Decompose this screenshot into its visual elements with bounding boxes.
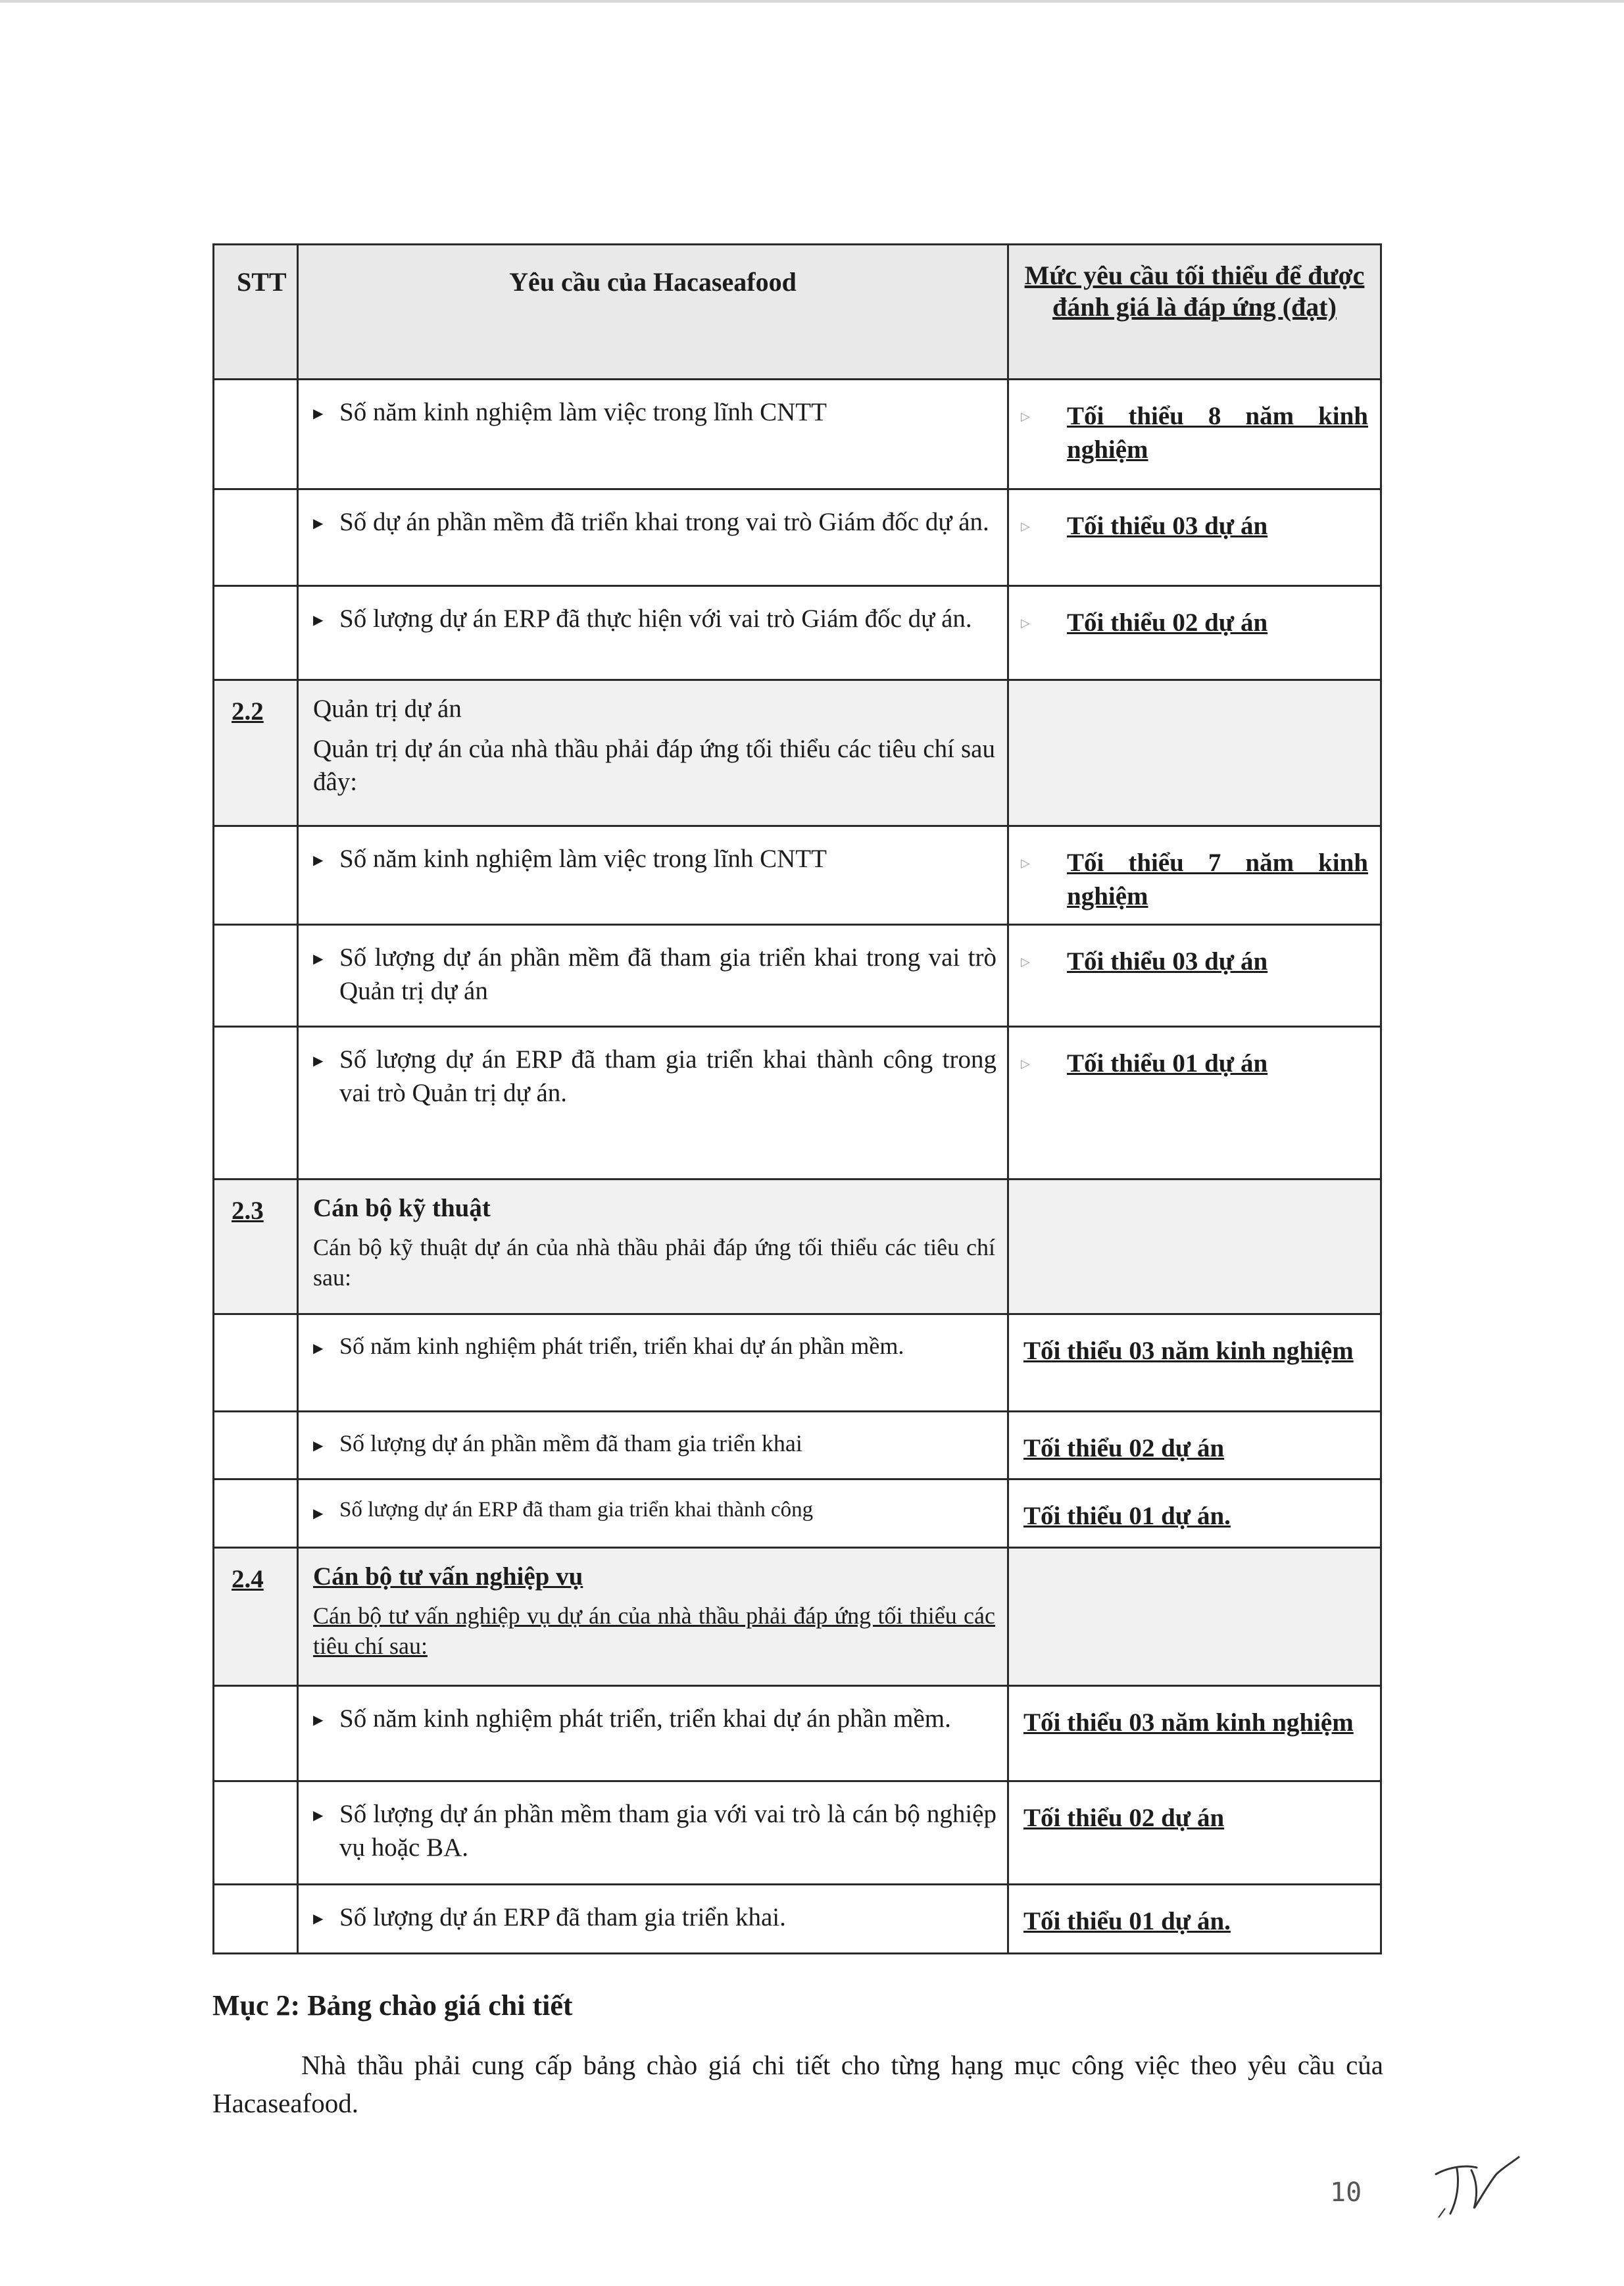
bullet-icon: ▶ xyxy=(313,1054,324,1068)
bullet-icon: ▶ xyxy=(313,1808,324,1823)
body-paragraph: Nhà thầu phải cung cấp bảng chào giá chi tiết cho từng hạng mục công việc theo yêu cầu của Hacaseafood. xyxy=(212,2050,1383,2119)
minimum-cell xyxy=(1008,1781,1381,1885)
section-title: Cán bộ kỹ thuật xyxy=(313,1194,491,1222)
minimum-value: Tối thiểu 03 dự án xyxy=(1067,512,1268,540)
requirement-text: Số dự án phần mềm đã triển khai trong vai trò Giám đốc dự án. xyxy=(339,508,989,536)
requirement-cell xyxy=(298,380,1008,489)
requirement-cell xyxy=(298,1885,1008,1954)
section-number-cell xyxy=(214,680,298,826)
stt-cell xyxy=(214,1479,298,1548)
table-row xyxy=(214,925,1381,1027)
small-triangle-icon: ▷ xyxy=(1021,520,1030,533)
header-requirement-cell xyxy=(298,245,1008,380)
minimum-value: Tối thiểu 03 năm kinh nghiệm xyxy=(1023,1337,1354,1365)
section-title-cell xyxy=(298,680,1008,826)
minimum-value: Tối thiểu 03 dự án xyxy=(1067,947,1268,976)
requirement-text: Số lượng dự án ERP đã tham gia triển khai. xyxy=(339,1903,786,1931)
section-number: 2.2 xyxy=(232,697,264,726)
small-triangle-icon: ▷ xyxy=(1021,410,1030,423)
table-row xyxy=(214,1314,1381,1412)
requirement-cell xyxy=(298,826,1008,925)
minimum-value: Tối thiểu 03 năm kinh nghiệm xyxy=(1023,1708,1354,1737)
requirement-cell xyxy=(298,925,1008,1027)
section-row-2-2 xyxy=(214,680,1381,826)
bullet-icon: ▶ xyxy=(313,407,324,421)
minimum-cell xyxy=(1008,489,1381,586)
requirement-text: Số năm kinh nghiệm làm việc trong lĩnh CNTT xyxy=(339,845,827,873)
section-row-2-4 xyxy=(214,1548,1381,1686)
requirement-text: Số lượng dự án phần mềm tham gia với vai trò là cán bộ nghiệp vụ hoặc BA. xyxy=(339,1800,997,1862)
minimum-value: Tối thiểu 7 năm kinh nghiệm xyxy=(1067,849,1368,910)
requirement-text: Số năm kinh nghiệm phát triển, triển khai dự án phần mềm. xyxy=(339,1333,904,1359)
requirement-cell xyxy=(298,1412,1008,1479)
minimum-cell xyxy=(1008,1885,1381,1954)
stt-cell xyxy=(214,1314,298,1412)
requirement-text: Số lượng dự án phần mềm đã tham gia triển khai trong vai trò Quản trị dự án xyxy=(339,943,997,1005)
page-number: 10 xyxy=(1330,2177,1362,2208)
section-title-cell xyxy=(298,1180,1008,1314)
section-description: Cán bộ tư vấn nghiệp vụ dự án của nhà thầu phải đáp ứng tối thiểu các tiêu chí sau: xyxy=(313,1602,995,1660)
stt-cell xyxy=(214,925,298,1027)
minimum-cell xyxy=(1008,1686,1381,1781)
header-stt: STT xyxy=(237,267,287,297)
scan-top-edge xyxy=(0,0,1624,3)
requirement-cell xyxy=(298,489,1008,586)
section-title-cell xyxy=(298,1548,1008,1686)
section-title: Cán bộ tư vấn nghiệp vụ xyxy=(313,1562,583,1591)
requirement-text: Số lượng dự án ERP đã tham gia triển khai thành công xyxy=(339,1498,814,1522)
section-number: 2.4 xyxy=(232,1565,264,1593)
section-row-2-3 xyxy=(214,1180,1381,1314)
stt-cell xyxy=(214,1885,298,1954)
header-requirement: Yêu cầu của Hacaseafood xyxy=(509,267,797,297)
stt-cell xyxy=(214,489,298,586)
table-row xyxy=(214,1885,1381,1954)
table-row xyxy=(214,1686,1381,1781)
small-triangle-icon: ▷ xyxy=(1021,616,1030,630)
table-row xyxy=(214,826,1381,925)
header-minimum: Mức yêu cầu tối thiểu để được đánh giá là đáp ứng (đạt) xyxy=(1024,261,1365,322)
requirement-text: Số năm kinh nghiệm làm việc trong lĩnh CNTT xyxy=(339,398,827,426)
small-triangle-icon: ▷ xyxy=(1021,1057,1030,1070)
table-row xyxy=(214,586,1381,680)
bullet-icon: ▶ xyxy=(313,1341,324,1356)
signature-icon xyxy=(1431,2148,1523,2220)
requirement-text: Số lượng dự án ERP đã tham gia triển khai thành công trong vai trò Quản trị dự án. xyxy=(339,1045,997,1107)
bullet-icon: ▶ xyxy=(313,1506,324,1521)
section-description: Quản trị dự án của nhà thầu phải đáp ứng tối thiểu các tiêu chí sau đây: xyxy=(313,734,995,797)
section-number-cell xyxy=(214,1548,298,1686)
section-title: Quản trị dự án xyxy=(313,695,462,723)
stt-cell xyxy=(214,1027,298,1180)
table-row xyxy=(214,489,1381,586)
requirements-table xyxy=(212,243,1382,1954)
minimum-value: Tối thiểu 01 dự án. xyxy=(1023,1907,1231,1935)
small-triangle-icon: ▷ xyxy=(1021,857,1030,870)
requirement-cell xyxy=(298,1314,1008,1412)
minimum-value: Tối thiểu 02 dự án xyxy=(1067,609,1268,637)
table-row xyxy=(214,1412,1381,1479)
minimum-cell xyxy=(1008,1412,1381,1479)
requirement-cell xyxy=(298,1686,1008,1781)
minimum-cell xyxy=(1008,1479,1381,1548)
bullet-icon: ▶ xyxy=(313,952,324,966)
section-heading: Mục 2: Bảng chào giá chi tiết xyxy=(212,1989,573,2022)
section-number: 2.3 xyxy=(232,1197,264,1225)
minimum-cell xyxy=(1008,1027,1381,1180)
requirement-cell xyxy=(298,1781,1008,1885)
minimum-value: Tối thiểu 01 dự án xyxy=(1067,1049,1268,1078)
bullet-icon: ▶ xyxy=(313,516,324,531)
requirement-cell xyxy=(298,1027,1008,1180)
bullet-icon: ▶ xyxy=(313,853,324,868)
table-header-row xyxy=(214,245,1381,380)
requirement-text: Số lượng dự án phần mềm đã tham gia triển khai xyxy=(339,1430,802,1456)
bullet-icon: ▶ xyxy=(313,1439,324,1453)
section-empty-cell xyxy=(1008,1548,1381,1686)
section-number-cell xyxy=(214,1180,298,1314)
minimum-value: Tối thiểu 02 dự án xyxy=(1023,1804,1225,1832)
requirement-cell xyxy=(298,1479,1008,1548)
minimum-value: Tối thiểu 02 dự án xyxy=(1023,1434,1225,1462)
stt-cell xyxy=(214,1686,298,1781)
stt-cell xyxy=(214,826,298,925)
bullet-icon: ▶ xyxy=(313,613,324,628)
header-minimum-cell xyxy=(1008,245,1381,380)
bullet-icon: ▶ xyxy=(313,1912,324,1926)
header-stt-cell xyxy=(214,245,298,380)
requirement-text: Số lượng dự án ERP đã thực hiện với vai trò Giám đốc dự án. xyxy=(339,605,972,633)
table-row xyxy=(214,1027,1381,1180)
stt-cell xyxy=(214,380,298,489)
table-row xyxy=(214,380,1381,489)
requirement-text: Số năm kinh nghiệm phát triển, triển khai dự án phần mềm. xyxy=(339,1704,951,1733)
minimum-cell xyxy=(1008,1314,1381,1412)
minimum-value: Tối thiểu 01 dự án. xyxy=(1023,1502,1231,1530)
table-row xyxy=(214,1479,1381,1548)
stt-cell xyxy=(214,586,298,680)
stt-cell xyxy=(214,1781,298,1885)
section-description: Cán bộ kỹ thuật dự án của nhà thầu phải đáp ứng tối thiểu các tiêu chí sau: xyxy=(313,1233,995,1291)
minimum-cell xyxy=(1008,586,1381,680)
minimum-cell xyxy=(1008,925,1381,1027)
table-row xyxy=(214,1781,1381,1885)
requirement-cell xyxy=(298,586,1008,680)
section-empty-cell xyxy=(1008,1180,1381,1314)
section-empty-cell xyxy=(1008,680,1381,826)
minimum-value: Tối thiểu 8 năm kinh nghiệm xyxy=(1067,402,1368,464)
minimum-cell xyxy=(1008,380,1381,489)
stt-cell xyxy=(214,1412,298,1479)
bullet-icon: ▶ xyxy=(313,1713,324,1727)
minimum-cell xyxy=(1008,826,1381,925)
small-triangle-icon: ▷ xyxy=(1021,955,1030,968)
